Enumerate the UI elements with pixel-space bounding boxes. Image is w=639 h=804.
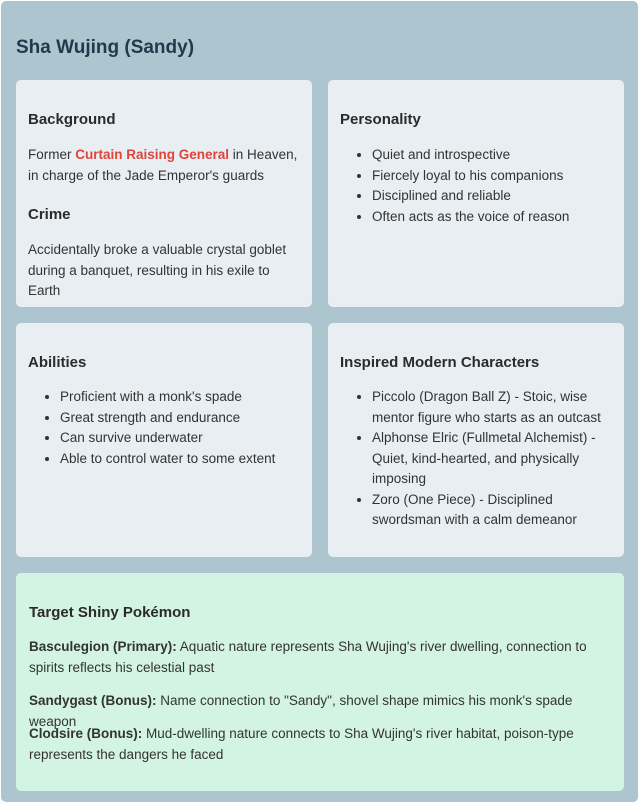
list-item: • Proficient with a monk's spade [60, 387, 302, 408]
target-entry-text: Mud-dwelling nature connects to Sha Wujing's river habitat, poison-type represents the dangers he faced [29, 726, 574, 762]
list-item: • Able to control water to some extent [60, 449, 302, 470]
inspired-card [328, 323, 624, 557]
background-heading: Background [28, 111, 116, 128]
crime-heading: Crime [28, 206, 71, 223]
target-entry-text: Aquatic nature represents Sha Wujing's river dwelling, connection to spirits reflects his celestial past [29, 639, 587, 675]
list-item: • Often acts as the voice of reason [372, 207, 614, 228]
list-item: • Alphonse Elric (Fullmetal Alchemist) - Quiet, kind-hearted, and physically imposing [372, 428, 614, 490]
inspired-list [340, 387, 614, 531]
background-text [28, 145, 300, 186]
target-pokemon-card [16, 573, 624, 791]
list-item: • Quiet and introspective [372, 145, 614, 166]
background-card [16, 80, 312, 307]
background-text-before: Former [28, 147, 76, 162]
personality-list [340, 145, 614, 227]
target-entry-clodsire [29, 724, 612, 765]
personality-card [328, 80, 624, 307]
list-item: • Great strength and endurance [60, 408, 302, 429]
list-item: • Disciplined and reliable [372, 186, 614, 207]
list-item: • Zoro (One Piece) - Disciplined swordsman with a calm demeanor [372, 490, 614, 531]
inspired-heading: Inspired Modern Characters [340, 354, 540, 371]
target-entry-basculegion [29, 637, 612, 678]
abilities-card [16, 323, 312, 557]
background-text-after: in Heaven, in charge of the Jade Emperor's guards [28, 147, 298, 183]
crime-text: Accidentally broke a valuable crystal goblet during a banquet, resulting in his exile to Earth [28, 242, 287, 298]
abilities-list [28, 387, 302, 469]
target-entry-name: Basculegion (Primary): [29, 639, 177, 654]
target-entry-name: Sandygast (Bonus): [29, 693, 157, 708]
list-item: • Can survive underwater [60, 428, 302, 449]
personality-heading: Personality [340, 111, 421, 128]
page-container [1, 1, 638, 802]
target-entry-name: Clodsire (Bonus): [29, 726, 143, 741]
list-item: • Piccolo (Dragon Ball Z) - Stoic, wise mentor figure who starts as an outcast [372, 387, 614, 428]
abilities-heading: Abilities [28, 354, 87, 371]
background-highlight: Curtain Raising General [75, 147, 230, 162]
list-item: • Fiercely loyal to his companions [372, 166, 614, 187]
target-heading: Target Shiny Pokémon [29, 604, 191, 621]
page-title: Sha Wujing (Sandy) [16, 37, 195, 58]
target-entry-text: Name connection to "Sandy", shovel shape mimics his monk's spade weapon [29, 693, 573, 729]
